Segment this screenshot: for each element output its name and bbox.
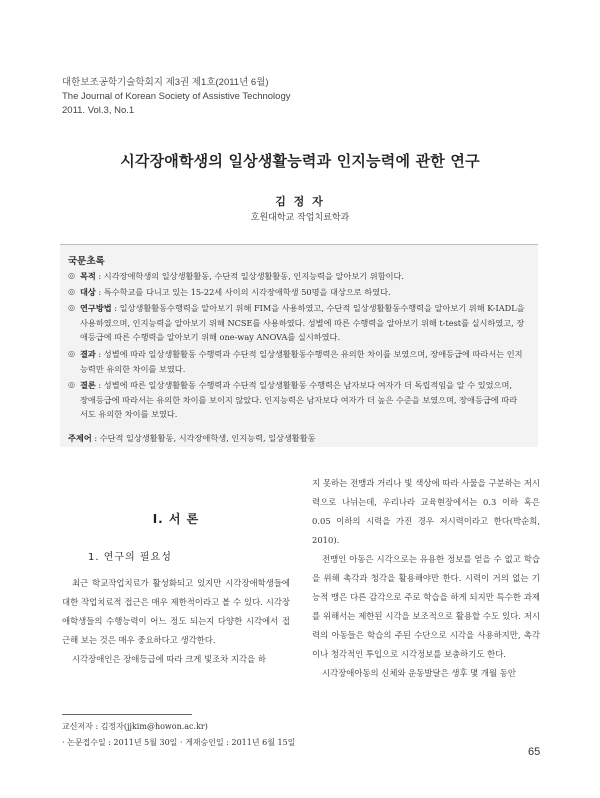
received-date: 논문접수일 : 2011년 5월 30일 [67,738,178,747]
author-name: 김 정 자 [275,195,325,208]
abstract-results [68,347,533,377]
footnote-corresponding-author: 교신저자 : 김정자(jjkim@howon.ac.kr) [62,722,208,731]
abstract-label: 결과 [80,349,96,359]
bullet-icon: ◎ [68,271,75,280]
journal-name-english: The Journal of Korean Society of Assistive Technology [62,91,291,102]
abstract-conclusion [68,378,533,424]
abstract-methods-line: 연구방법 : 일상생활활동수행력을 알아보기 위해 FIM을 사용하였고, 수단적 일상생활활동수행력을 알아보기 위해 K-IADL을 [80,303,525,313]
abstract-results-line: 능력만 유의한 차이를 보였다. [80,363,186,374]
abstract-label: 목적 [80,271,96,281]
bullet-icon: ◎ [68,349,75,358]
section-heading: I. 서 론 [152,512,200,526]
keywords: 주제어 : 수단적 일상생활활동, 시각장애학생, 인지능력, 일상생활활동 [68,433,316,443]
accepted-date: 게재승인일 : 2011년 6월 15일 [185,738,296,747]
bullet-icon: ◎ [68,287,75,296]
abstract-label: 대상 [80,287,96,297]
page-number: 65 [528,746,541,758]
abstract-subjects-text: 대상 : 특수학교를 다니고 있는 15-22세 사이의 시각장애학생 50명을 대상으로 하였다. [80,287,391,297]
abstract-label: 주제어 [68,433,92,443]
bullet-icon: · [62,738,65,747]
abstract-heading: 국문초록 [68,256,105,267]
bullet-icon: ◎ [68,380,75,389]
abstract-subjects [68,285,533,300]
bullet-icon: ◎ [68,303,75,312]
bullet-icon: · [179,738,183,747]
abstract-conclusion-line: 결론 : 성별에 따른 일상생활활동 수행력과 수단적 일상생활활동 수행력은 남자보다 여자가 더 독립적임을 알 수 있었으며, [80,380,512,390]
abstract-purpose [68,269,533,284]
paper-title: 시각장애학생의 일상생활능력과 인지능력에 관한 연구 [120,152,480,170]
abstract-box [60,244,538,447]
journal-name-korean: 대한보조공학기술학회지 제3권 제1호(2011년 6월) [62,77,269,88]
abstract-methods [68,301,533,347]
abstract-conclusion-line: 장애등급에 따라서는 유의한 차이를 보이지 않았다. 인지능력은 남자보다 여자가 더 높은 수준을 보였으며, 장애등급에 따라 [80,394,518,405]
subsection-heading: 1. 연구의 필요성 [88,552,172,563]
left-column [62,574,290,669]
journal-header [62,76,290,118]
abstract-conclusion-line: 서도 유의한 차이를 보였다. [80,409,178,419]
author-affiliation: 호원대학교 작업치료학과 [250,213,350,223]
footnote-dates [62,737,295,748]
footnote-divider [62,714,192,715]
abstract-purpose-text: 목적 : 시각장애학생의 일상생활활동, 수단적 일상생활활동, 인지능력을 알아보기 위함이다. [80,271,405,281]
body-paragraph: 최근 학교작업치료가 활성화되고 있지만 시각장애학생들에 대한 작업치료적 접근은 매우 제한적이라고 볼 수 있다. 시각장애학생들의 수행능력이 어느 정도 되는지 다양한 시각에서 접근해 보는 것은 매우 중요하다고 생각한다. [62,578,290,645]
abstract-methods-line: 사용하였으며, 인지능력을 알아보기 위해 NCSE를 사용하였다. 성별에 따른 수행력을 알아보기 위해 t-test를 실시하였고, 장 [80,317,525,328]
body-paragraph: 시각장애인은 장애등급에 따라 크게 빛조차 지각을 하 [72,654,266,664]
journal-volume: 2011. Vol.3, No.1 [62,105,135,116]
abstract-label: 결론 [80,380,96,390]
body-paragraph: 시각장애아동의 신체와 운동발달은 생후 몇 개월 동안 [322,668,516,678]
body-paragraph: 지 못하는 전맹과 거리나 빛 색상에 따라 사물을 구분하는 저시력으로 나뉘는데, 우리나라 교육현장에서는 0.3 이하 혹은 0.05 이하의 시력을 가진 경우 저시력이라고 한다(박순희, 2010). [312,478,540,545]
abstract-label: 연구방법 [80,303,112,313]
right-column [312,474,540,683]
abstract-methods-line: 애등급에 따른 수행력을 알아보기 위해 one-way ANOVA를 실시하였다. [80,332,341,342]
body-paragraph: 전맹인 아동은 시각으로는 유용한 정보를 얻을 수 없고 학습을 위해 촉각과 청각을 활용해야만 한다. 시력이 거의 없는 기능적 맹은 다른 감각으로 주로 학습을 하게 되지만 특수한 과제를 위해서는 제한된 시각을 보조적으로 활용할 수도 있다. 저시력의 아동들은 학습의 주된 수단으로 시각을 사용하지만, 촉각이나 청각적인 투입으로 시각정보를 보충하기도 한다. [312,554,540,659]
abstract-results-line: 결과 : 성별에 따라 일상생활활동 수행력과 수단적 일상생활활동수행력은 유의한 차이를 보였으며, 장애등급에 따라서는 인지 [80,349,523,359]
